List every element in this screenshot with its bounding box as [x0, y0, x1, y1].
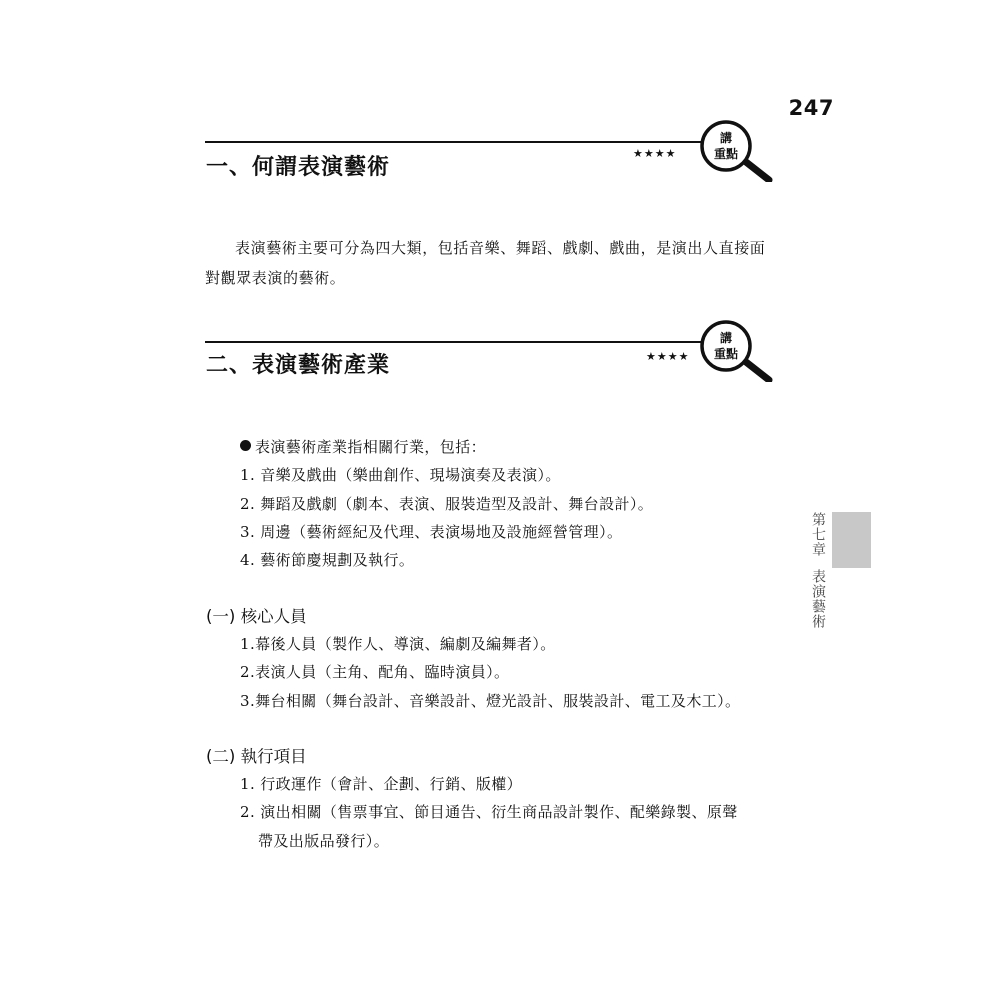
page-number: 247	[788, 96, 834, 120]
section-2-title: 二、表演藝術產業	[206, 352, 391, 378]
bullet-item	[240, 436, 486, 457]
section-1-title: 一、何謂表演藝術	[206, 154, 391, 180]
execution-item: 2. 演出相關（售票事宜、節目通告、衍生商品設計製作、配樂錄製、原聲	[240, 803, 738, 821]
section-2-importance-stars: ★★★★	[646, 350, 690, 363]
core-staff-item: 2.表演人員（主角、配角、臨時演員）。	[240, 663, 510, 681]
chapter-title: 表演藝術	[810, 569, 826, 629]
execution-item-continuation: 帶及出版品發行）。	[258, 832, 390, 850]
chapter-number: 第七章	[810, 512, 826, 557]
magnifier-key-point-icon	[694, 118, 776, 182]
magnifier-badge-top: 講	[719, 131, 733, 145]
chapter-side-label	[804, 512, 828, 629]
section-2-rule	[205, 341, 710, 343]
bullet-text: 表演藝術產業指相關行業，包括：	[255, 438, 487, 456]
subsection-1-heading: (一) 核心人員	[206, 607, 307, 626]
industry-list-item: 1. 音樂及戲曲（樂曲創作、現場演奏及表演）。	[240, 466, 561, 484]
core-staff-item: 1.幕後人員（製作人、導演、編劇及編舞者）。	[240, 635, 556, 653]
section-1-paragraph: 表演藝術主要可分為四大類，包括音樂、舞蹈、戲劇、戲曲，是演出人直接面對觀眾表演的藝術。	[205, 239, 766, 287]
section-1-rule	[205, 141, 710, 143]
industry-list-item: 4. 藝術節慶規劃及執行。	[240, 551, 415, 569]
industry-list-item: 3. 周邊（藝術經紀及代理、表演場地及設施經營管理）。	[240, 523, 623, 541]
industry-list-item: 2. 舞蹈及戲劇（劇本、表演、服裝造型及設計、舞台設計）。	[240, 495, 654, 513]
bullet-dot-icon	[240, 440, 251, 451]
subsection-2-heading: (二) 執行項目	[206, 747, 307, 766]
magnifier-badge-bottom: 重點	[713, 147, 739, 161]
magnifier-badge-bottom: 重點	[713, 347, 739, 361]
section-1-importance-stars: ★★★★	[633, 147, 677, 160]
core-staff-item: 3.舞台相關（舞台設計、音樂設計、燈光設計、服裝設計、電工及木工）。	[240, 692, 741, 710]
chapter-tab-marker	[832, 512, 871, 568]
magnifier-badge-top: 講	[719, 331, 733, 345]
execution-item: 1. 行政運作（會計、企劃、行銷、版權）	[240, 775, 523, 793]
magnifier-key-point-icon	[694, 318, 776, 382]
